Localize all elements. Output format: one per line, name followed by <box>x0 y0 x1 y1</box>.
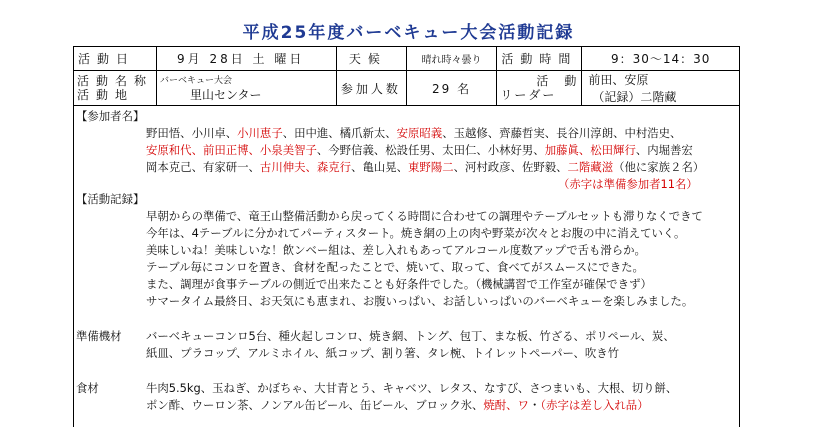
food-line-2 <box>146 397 649 414</box>
date-label: 活動日 <box>74 47 157 71</box>
record-line: 今年は、4テーブルに分かれてパーティスタート。焼き網の上の肉や野菜が次々とお腹の中に消えていく。 <box>146 226 686 240</box>
participants-row-2 <box>146 159 704 176</box>
page-title: 平成25年度バーベキュー大会活動記録 <box>242 23 575 43</box>
highlighted-name: 小川恵子 <box>237 126 283 140</box>
count-label: 参加人数 <box>336 71 406 106</box>
place-label: 活動地 <box>77 88 135 102</box>
participants-heading: 【参加者名】 <box>76 109 145 123</box>
record-line: 早朝からの準備で、竜王山整備活動から戻ってくる時間に合わせての調理やテーブルセットも滞りなくできて <box>146 209 703 223</box>
time-value: 9：30～14：30 <box>582 47 740 71</box>
leader-label-1: 活 動 <box>536 74 579 88</box>
name-label: 活動名称 <box>77 74 154 88</box>
highlighted-name: 焼酎、ワ <box>483 398 529 412</box>
time-label: 活動時間 <box>497 47 582 71</box>
equipment-line: 紙皿、プラコップ、アルミホイル、紙コップ、割り箸、タレ椀、トイレットペーパー、吹き竹 <box>146 346 620 360</box>
food-line-1: 牛肉5.5kg、玉ねぎ、かぼちゃ、大甘青とう、キャベツ、レタス、なすび、さつまいも、大根、切り餅、 <box>146 381 678 395</box>
text-segment: 、亀山晃、 <box>351 160 409 174</box>
equipment-line: バーベキューコンロ5台、種火起しコンロ、焼き網、トング、包丁、まな板、竹ざる、ポリペール、炭、 <box>146 329 675 343</box>
text-segment: 、玉越修、齊藤哲実、長谷川淳朗、中村浩史、 <box>442 126 682 140</box>
record-line: テーブル毎にコンロを置き、食材を配ったことで、焼いて、取って、食べてがスムースにできた。 <box>146 260 644 274</box>
text-segment: 、田中進、橘爪新太、 <box>282 126 397 140</box>
record-heading: 【活動記録】 <box>76 192 145 206</box>
participants-row-1 <box>146 142 693 159</box>
record-line: サマータイム最終日、お天気にも恵まれ、お腹いっぱい、お話しいっぱいのバーベキューを楽しみました。 <box>146 294 694 308</box>
weather-label: 天候 <box>336 47 406 71</box>
food-label: 食材 <box>76 381 99 395</box>
record-line: また、調理が食事テーブルの側近で出来たことも好条件でした。（機械講習で工作室が確保できず） <box>146 277 652 291</box>
highlighted-name: 加藤眞、松田輝行 <box>544 143 636 157</box>
leader-label-2: リーダー <box>500 88 557 102</box>
text-segment: （他に家族２名） <box>613 160 705 174</box>
text-segment: 岡本克己、有家研一、 <box>146 160 260 174</box>
equipment-label: 準備機材 <box>76 329 122 343</box>
count-value: 29 名 <box>406 71 497 106</box>
text-segment: 、今野信義、松設任男、太田仁、小林好男、 <box>316 143 545 157</box>
date-value: 9月 28日 土 曜日 <box>157 47 337 71</box>
leader-value-2: （記録）二階藏 <box>592 90 677 104</box>
highlighted-name: 東野陽二 <box>408 160 454 174</box>
text-segment: 、河村政彦、佐野毅、 <box>453 160 568 174</box>
name-value: バーベキュー大会 <box>160 76 233 86</box>
highlighted-name: 二階藏滋 <box>567 160 614 174</box>
leader-value-1: 前田、安原 <box>588 73 649 87</box>
highlighted-name: 古川伸夫、森克行 <box>259 160 352 174</box>
place-value: 里山センター <box>190 88 262 102</box>
highlighted-name: 安原和代、前田正博、小泉美智子 <box>146 143 317 157</box>
text-segment: 、内堀善宏 <box>635 143 693 157</box>
weather-value: 晴れ時々曇り <box>406 47 497 71</box>
participants-row-0 <box>146 125 681 142</box>
highlighted-name: （赤字は差し入れ品） <box>540 398 649 412</box>
participants-note: （赤字は準備参加者11名） <box>558 177 698 191</box>
highlighted-name: 安原昭義 <box>396 126 443 140</box>
text-segment: 野田悟、小川卓、 <box>146 126 238 140</box>
record-line: 美味しいね！美味しいな！飲ンベー組は、差し入れもあってアルコール度数アップで舌も滑らか。 <box>146 243 646 257</box>
info-table <box>73 46 740 106</box>
text-segment: ・ <box>528 398 541 412</box>
text-segment: ポン酢、ウーロン茶、ノンアル缶ビール、缶ビール、ブロック氷、 <box>146 398 484 412</box>
